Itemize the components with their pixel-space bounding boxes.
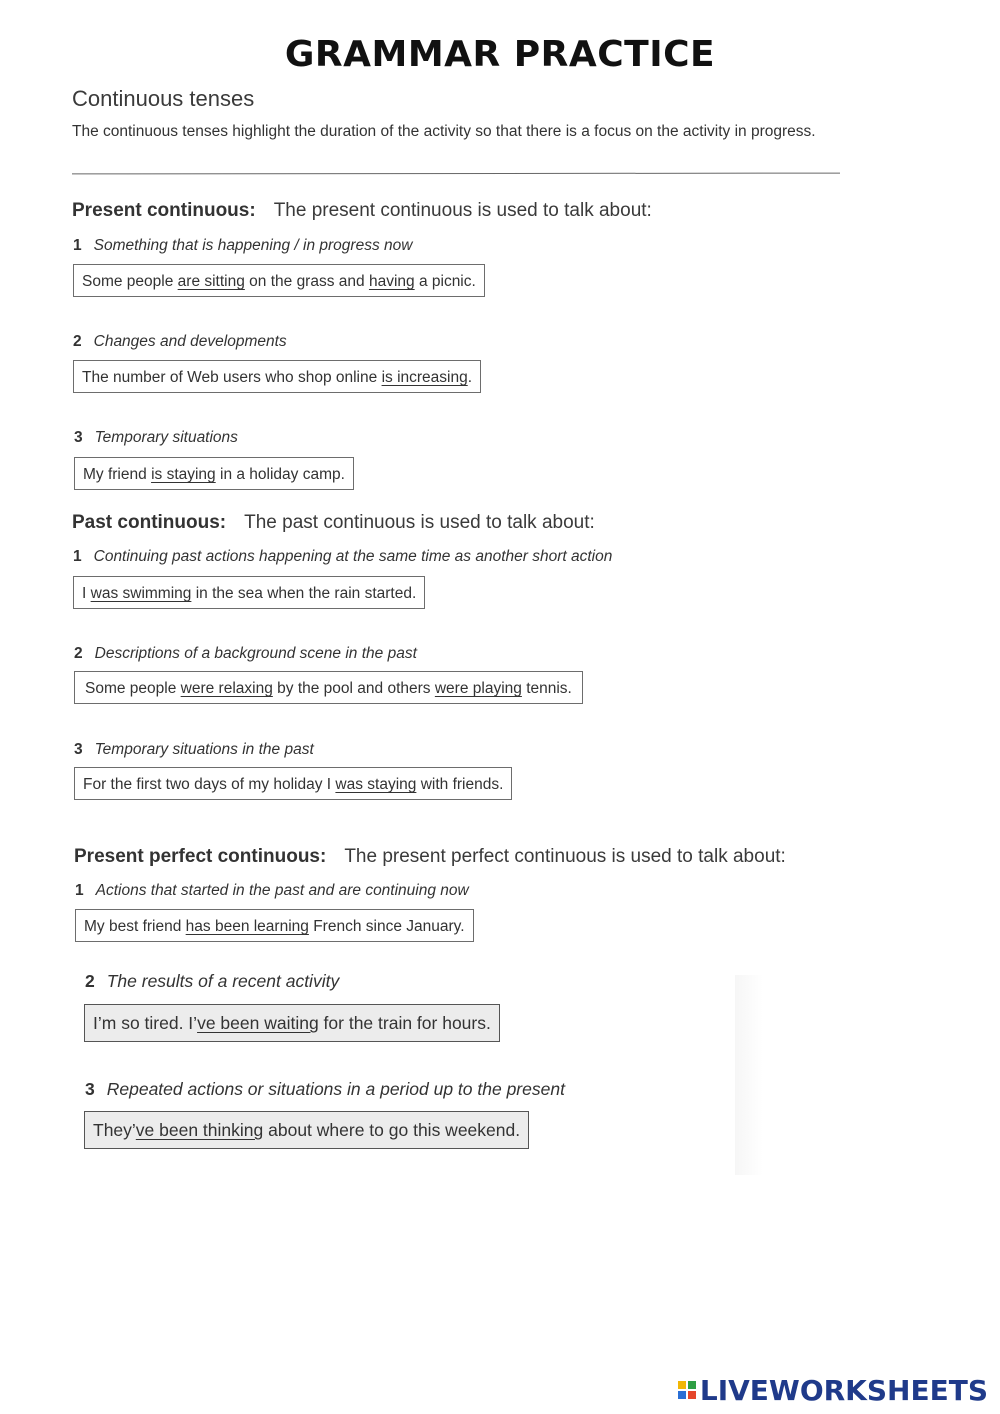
verb-underlined: were relaxing: [180, 680, 273, 697]
past-item-1: [73, 548, 612, 566]
example-text: for the train for hours.: [318, 1013, 491, 1033]
example-text: a picnic.: [414, 273, 476, 290]
past-continuous-heading: [72, 512, 595, 534]
item-number: 1: [73, 548, 82, 565]
liveworksheets-logo[interactable]: [678, 1372, 988, 1408]
verb-underlined: has been learning: [185, 918, 309, 935]
item-number: 3: [85, 1079, 95, 1099]
example-text: in the sea when the rain started.: [191, 585, 417, 602]
page-title: GRAMMAR PRACTICE: [284, 34, 716, 75]
verb-underlined: was staying: [335, 776, 417, 793]
example-text: For the first two days of my holiday I: [83, 776, 336, 793]
item-number: 1: [75, 882, 84, 899]
item-number: 3: [74, 429, 83, 446]
present-perfect-continuous-heading: [74, 846, 786, 868]
item-text: Repeated actions or situations in a period up to the present: [106, 1079, 565, 1099]
verb-underlined: are sitting: [177, 273, 245, 290]
item-number: 2: [85, 971, 95, 991]
logo-square: [678, 1381, 686, 1389]
example-text: .: [467, 369, 473, 386]
verb-underlined: ve been waiting: [197, 1013, 319, 1033]
brand-name: LIVEWORKSHEETS: [699, 1373, 988, 1407]
perfect-item-2: [85, 971, 339, 992]
example-text: on the grass and: [244, 273, 369, 290]
item-text: Something that is happening / in progress now: [93, 237, 413, 254]
section-description: The present perfect continuous is used to talk about:: [344, 846, 786, 867]
section-label: Past continuous:: [72, 512, 227, 533]
example-text: My friend: [83, 466, 152, 483]
section-description: The past continuous is used to talk about:: [244, 512, 595, 533]
section-heading-continuous: Continuous tenses: [72, 86, 255, 111]
item-number: 2: [73, 333, 82, 350]
example-text: in a holiday camp.: [215, 466, 345, 483]
verb-underlined: having: [368, 273, 415, 290]
item-text: Descriptions of a background scene in the past: [94, 645, 417, 662]
example-text: Some people: [82, 273, 178, 290]
example-text: with friends.: [416, 776, 504, 793]
intro-paragraph: The continuous tenses highlight the duration of the activity so that there is a focus on the activity in progress.: [72, 123, 816, 140]
example-box: [73, 360, 481, 393]
example-text: Some people: [85, 680, 181, 697]
example-text: I: [82, 585, 91, 602]
past-item-2: [74, 645, 417, 663]
divider: [72, 173, 840, 175]
item-number: 2: [74, 645, 83, 662]
perfect-item-3: [85, 1079, 565, 1100]
verb-underlined: was swimming: [90, 585, 192, 602]
example-box: [75, 909, 474, 942]
section-description: The present continuous is used to talk about:: [273, 200, 652, 221]
present-item-1: [73, 237, 412, 255]
example-box: [74, 457, 354, 490]
example-text: My best friend: [84, 918, 186, 935]
scan-shadow: [735, 975, 763, 1175]
item-text: Actions that started in the past and are continuing now: [95, 882, 469, 899]
perfect-item-1: [75, 882, 469, 900]
item-text: Temporary situations in the past: [94, 741, 314, 758]
example-text: The number of Web users who shop online: [82, 369, 382, 386]
logo-square: [688, 1391, 696, 1399]
section-label: Present continuous:: [72, 200, 256, 221]
example-text: French since January.: [308, 918, 465, 935]
example-text: I’m so tired. I’: [93, 1013, 198, 1033]
verb-underlined: ve been thinking: [135, 1120, 264, 1140]
example-box: [73, 576, 425, 609]
present-item-2: [73, 333, 287, 351]
liveworksheets-mark-icon: [678, 1381, 696, 1399]
section-label: Present perfect continuous:: [74, 846, 327, 867]
item-text: Temporary situations: [94, 429, 238, 446]
item-text: Changes and developments: [93, 333, 287, 350]
example-box: [74, 671, 583, 704]
present-item-3: [74, 429, 238, 447]
present-continuous-heading: [72, 200, 652, 222]
item-number: 1: [73, 237, 82, 254]
example-box: [73, 264, 485, 297]
example-box: [74, 767, 512, 800]
example-text: about where to go this weekend.: [263, 1120, 521, 1140]
example-box: [84, 1111, 529, 1149]
logo-square: [678, 1391, 686, 1399]
verb-underlined: is increasing: [381, 369, 468, 386]
example-text: by the pool and others: [272, 680, 435, 697]
example-text: They’: [93, 1120, 136, 1140]
item-number: 3: [74, 741, 83, 758]
example-text: tennis.: [521, 680, 572, 697]
example-box: [84, 1004, 500, 1042]
past-item-3: [74, 741, 314, 759]
verb-underlined: is staying: [151, 466, 216, 483]
item-text: Continuing past actions happening at the same time as another short action: [93, 548, 613, 565]
item-text: The results of a recent activity: [106, 971, 340, 991]
logo-square: [688, 1381, 696, 1389]
verb-underlined: were playing: [434, 680, 522, 697]
